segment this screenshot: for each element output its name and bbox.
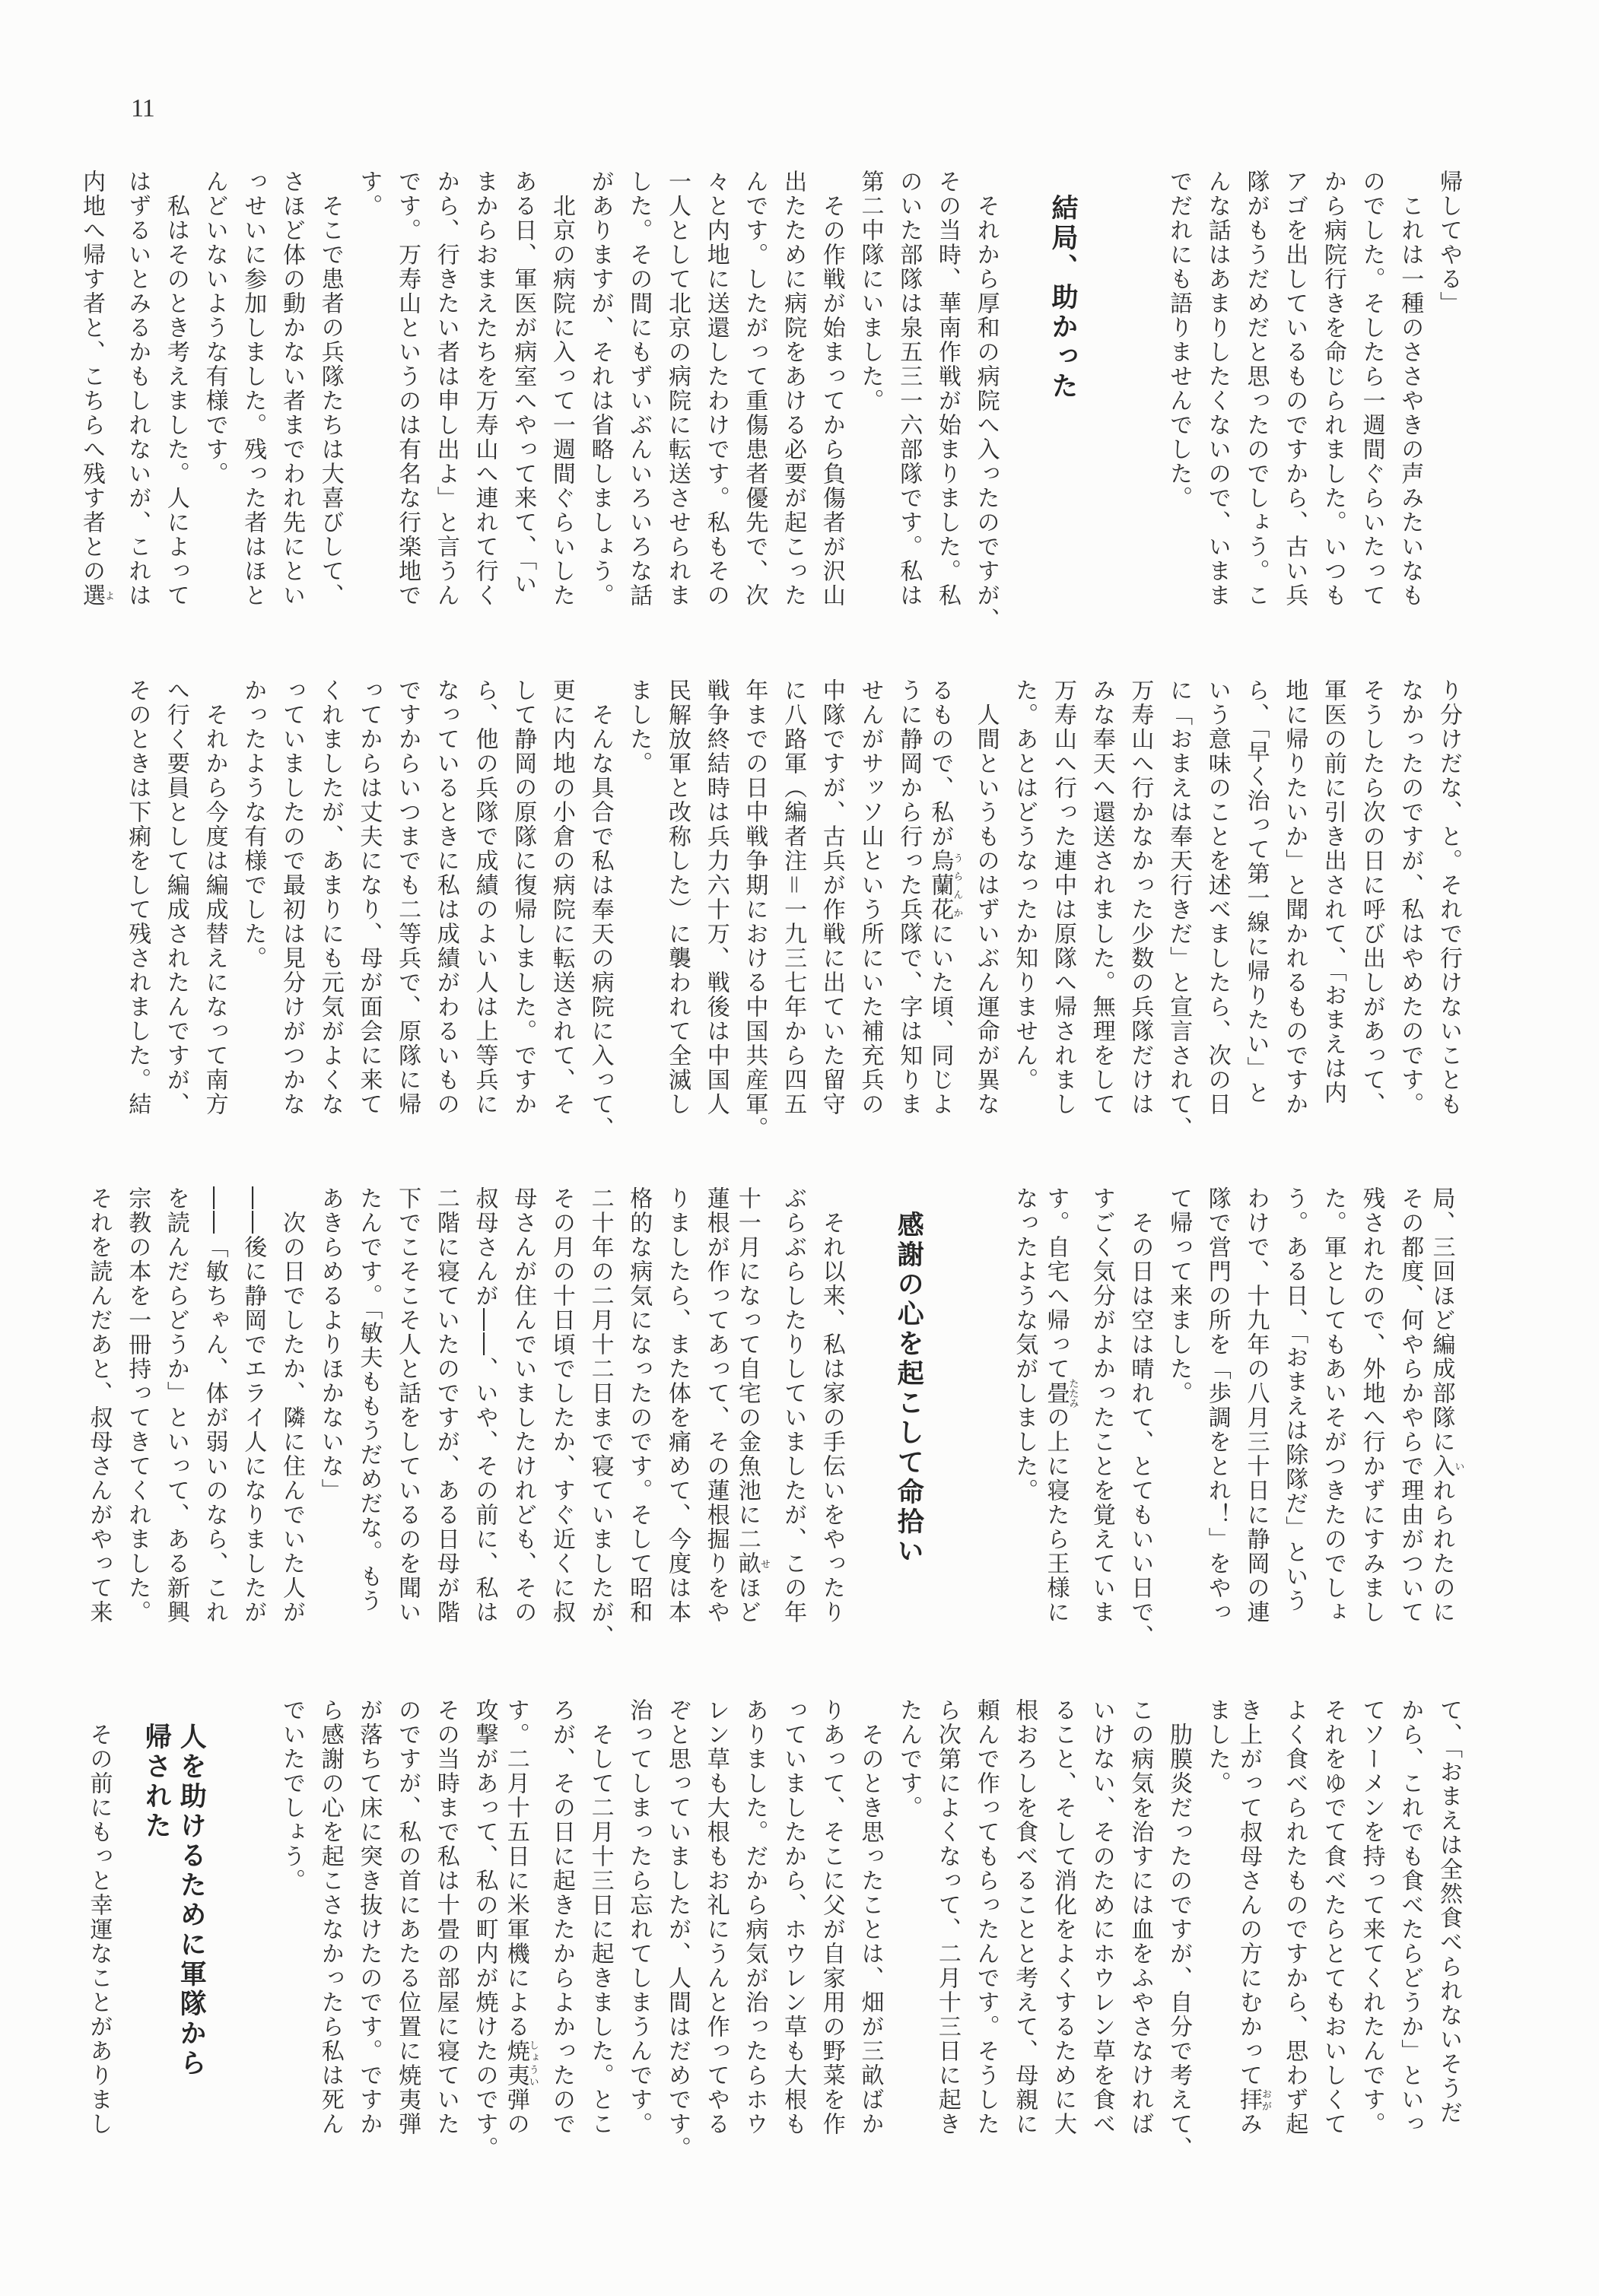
text-line: ら、他の兵隊で成績のよい人は上等兵に	[471, 678, 498, 1116]
text-line: 母さんが住んでいましたけれども、その	[510, 1186, 537, 1624]
text-line	[733, 1186, 770, 1624]
text-line: ぞと思っていましたが、人間はだめです。	[664, 1698, 691, 2161]
text-line: に八路軍（編者注＝一九三七年から四五	[780, 678, 807, 1116]
text-line: 二十年の二月十二日まで寝ていましたが、	[587, 1186, 614, 1649]
text-line: のですが、私の首にあたる位置に焼夷弾	[394, 1698, 421, 2136]
text-line: 隊がもうだめだと思ったのでしょう。こ	[1242, 170, 1270, 608]
text-line: ある日、軍医が病室へやって来て、「い	[510, 170, 537, 596]
text-line: みな奉天へ還送されました。無理をして	[1088, 678, 1115, 1116]
ruby-base: 畳	[1042, 1378, 1070, 1408]
ruby-reading: しょうい	[526, 2039, 539, 2088]
ruby-reading: せ	[758, 1551, 770, 1576]
text-line: そうしたら次の日に呼び出しがあって、	[1358, 678, 1385, 1116]
furigana-word	[1042, 1378, 1079, 1408]
text-line: てソーメンを持って来てくれたんです。	[1358, 1698, 1385, 2136]
ruby-reading: たたみ	[1067, 1378, 1079, 1408]
text-line	[502, 1698, 539, 2136]
text-segment: 内地へ帰す者と、こちらへ残す者との	[78, 170, 105, 583]
text-segment: み	[1235, 2112, 1262, 2136]
ruby-base: 烏蘭花	[927, 849, 954, 922]
text-line: たんです。	[895, 1698, 923, 1820]
text-line: から、行きたい者は申し出よ」と言うん	[432, 170, 459, 608]
text-line: いう意味のことを述べましたら、次の日	[1203, 678, 1231, 1116]
text-line: その作戦が始まってから負傷者が沢山	[818, 170, 845, 608]
text-segment: るもので、私が	[927, 678, 954, 849]
text-line: なかったのですが、私はやめたのです。	[1397, 678, 1424, 1116]
text-line: 万寿山へ行かなかった少数の兵隊だけは	[1127, 678, 1154, 1116]
ruby-reading: うらんか	[951, 849, 963, 922]
text-line: そんな具合で私は奉天の病院に入って、	[587, 678, 614, 1141]
text-line: ありました。だから病気が治ったらホウ	[741, 1698, 768, 2136]
text-line: はずるいとみるかもしれないが、これは	[124, 170, 151, 608]
text-line: を読んだらどうか」といって、ある新興	[162, 1186, 189, 1624]
text-line: 北京の病院に入って一週間ぐらいした	[548, 170, 575, 608]
text-segment: にいた頃、同じよ	[927, 922, 954, 1116]
text-line: 私はそのとき考えました。人によって	[162, 170, 189, 608]
text-line: っせいに参加しました。残った者はほと	[240, 170, 267, 608]
text-line: のでした。そしたら一週間ぐらいたって	[1358, 170, 1385, 608]
text-line: いけない、そのためにホウレン草を食べ	[1088, 1698, 1115, 2136]
text-line: その当時、華南作戦が始まりました。私	[933, 170, 961, 608]
section-heading-line: 人を助けるために軍隊から	[176, 1723, 207, 2078]
text-line: 民解放軍と改称した）に襲われて全滅し	[664, 678, 691, 1116]
text-line: ました。	[625, 678, 653, 776]
text-line: っていましたから、ホウレン草も大根も	[780, 1698, 807, 2136]
text-line: 中隊ですが、古兵が作戦に出ていた留守	[818, 678, 845, 1116]
text-line: 蓮根が作ってあって、その蓮根掘りをや	[702, 1186, 730, 1624]
text-line: 格的な病気になったのです。そして昭和	[625, 1186, 653, 1624]
text-line: 更に内地の小倉の病院に転送されて、そ	[548, 678, 575, 1116]
text-line: すごく気分がよかったことを覚えていま	[1088, 1186, 1115, 1624]
text-line: ること、そして消化をよくするために大	[1050, 1698, 1076, 2136]
text-line: ました。	[1203, 1698, 1231, 1796]
text-line: でいたでしょう。	[278, 1698, 305, 1893]
text-line: た。軍としてもあいそがつきたのでしょ	[1319, 1186, 1346, 1624]
text-line: 帰してやる」	[1435, 170, 1462, 316]
text-line: そして二月十三日に起きました。とこ	[587, 1698, 614, 2136]
text-line: ら感謝の心を起こさなかったら私は死ん	[316, 1698, 344, 2136]
text-line: 次の日でしたか、隣に住んでいた人が	[278, 1186, 305, 1624]
text-line: なっているときに私は成績がわるいもの	[432, 678, 459, 1116]
text-segment: 弾の	[502, 2088, 529, 2136]
text-line: て、「おまえは全然食べられないそうだ	[1435, 1698, 1462, 2125]
text-segment: す。二月十五日に米軍機による	[502, 1698, 529, 2039]
text-line: りあって、そこに父が自家用の野菜を作	[818, 1698, 845, 2136]
text-line: それから今度は編成替えになって南方	[201, 678, 228, 1116]
text-line: この病気を治すには血をふやさなければ	[1127, 1698, 1154, 2136]
section-heading: 結局、助かった	[1047, 194, 1078, 402]
text-line: うに静岡から行った兵隊で、字は知りま	[895, 678, 923, 1116]
text-line: ら次第によくなって、二月十三日に起き	[933, 1698, 961, 2136]
text-line: これは一種のささやきの声みたいなも	[1397, 170, 1424, 608]
text-line: 年までの日中戦争期における中国共産軍。	[741, 678, 768, 1141]
text-line: 根おろしを食べることと考えて、母親に	[1011, 1698, 1038, 2136]
text-line: あきらめるよりほかないな」	[316, 1186, 344, 1503]
text-line: 宗教の本を一冊持ってきてくれました。	[124, 1186, 151, 1624]
text-line	[1235, 1698, 1271, 2136]
text-line: かったような有様でした。	[240, 678, 267, 970]
text-line: せんがサッソ山という所にいた補充兵の	[857, 678, 884, 1116]
text-line: わけで、十九年の八月三十日に静岡の連	[1242, 1186, 1270, 1624]
text-line: ――「敏ちゃん、体が弱いのなら、これ	[201, 1186, 228, 1624]
furigana-word	[733, 1551, 770, 1576]
text-line: りましたら、また体を痛めて、今度は本	[664, 1186, 691, 1624]
ruby-reading: おが	[1260, 2088, 1271, 2112]
ruby-base: 焼夷	[502, 2039, 529, 2088]
text-line: その当時まで私は十畳の部屋に寝ていた	[432, 1698, 459, 2136]
text-segment: 十一月になって自宅の金魚池に二	[733, 1186, 761, 1551]
text-segment: 局、三回ほど編成部隊に	[1428, 1186, 1455, 1454]
text-line: それを読んだあと、叔母さんがやって来	[85, 1186, 113, 1624]
text-line	[927, 678, 963, 1116]
text-line: 第二中隊にいました。	[857, 170, 884, 413]
text-line: その都度、何やらかやらで理由がついて	[1397, 1186, 1424, 1624]
text-line: 一人として北京の病院に転送させられま	[664, 170, 691, 608]
text-line: それをゆでて食べたらとてもおいしくて	[1319, 1698, 1346, 2136]
text-line: アゴを出しているものですから、古い兵	[1281, 170, 1308, 608]
text-line: よく食べられたものですから、思わず起	[1281, 1698, 1308, 2136]
text-line: 万寿山へ行った連中は原隊へ帰されまし	[1050, 678, 1076, 1116]
text-segment: き上がって叔母さんの方にむかって	[1235, 1698, 1262, 2088]
text-segment: れられたのに	[1428, 1478, 1455, 1624]
text-line: が落ちて床に突き抜けたのです。ですか	[355, 1698, 383, 2136]
text-line: なったような気がしました。	[1011, 1186, 1038, 1503]
text-line: がありますが、それは省略しましょう。	[587, 170, 614, 608]
text-line: そのとき思ったことは、畑が三畝ばか	[857, 1698, 884, 2136]
text-line: そこで患者の兵隊たちは大喜びして、	[316, 170, 344, 608]
page-number: 11	[131, 94, 154, 122]
text-line: その月の十日頃でしたか、すぐ近くに叔	[548, 1186, 575, 1624]
text-line: して静岡の原隊に復帰しました。ですか	[510, 678, 537, 1116]
text-line: んな話はあまりしたくないので、いまま	[1203, 170, 1231, 608]
text-line: た。あとはどうなったか知りません。	[1011, 678, 1038, 1092]
text-line: 々と内地に送還したわけです。私もその	[702, 170, 730, 608]
text-line: 頼んで作ってもらったんです。そうした	[972, 1698, 1000, 2136]
ruby-reading: い	[1452, 1454, 1464, 1478]
text-line: それから厚和の病院へ入ったのですが、	[972, 170, 1000, 632]
text-line: に「おまえは奉天行きだ」と宣言されて、	[1165, 678, 1193, 1141]
text-segment: の上に寝たら王様に	[1042, 1405, 1070, 1624]
text-line	[78, 170, 114, 608]
text-line: ろが、その日に起きたからよかったので	[548, 1698, 575, 2136]
text-line: でだれにも語りませんでした。	[1165, 170, 1193, 510]
text-line: 戦争終結時は兵力六十万、戦後は中国人	[702, 678, 730, 1116]
furigana-word	[1428, 1454, 1464, 1478]
text-line: て帰って来ました。	[1165, 1186, 1193, 1405]
text-line: 地に帰りたいか」と聞かれるものですか	[1281, 678, 1308, 1116]
text-line: へ行く要員として編成されたんですが、	[162, 678, 189, 1116]
furigana-word	[502, 2039, 539, 2088]
text-line: 下でこそこそ人と話をしているのを聞い	[394, 1186, 421, 1624]
text-line: 出たために病院をあける必要が起こった	[780, 170, 807, 608]
furigana-word	[927, 849, 963, 922]
text-line: のいた部隊は泉五三一六部隊です。私は	[895, 170, 923, 608]
text-line: まからおまえたちを万寿山へ連れて行く	[471, 170, 498, 608]
text-line: 肋膜炎だったのですが、自分で考えて、	[1165, 1698, 1193, 2161]
section-heading: 感謝の心を起こして命拾い	[893, 1211, 924, 1567]
ruby-base: 拝	[1235, 2088, 1262, 2112]
text-line: ――後に静岡でエライ人になりましたが	[240, 1186, 267, 1624]
text-line: ぶらぶらしたりしていましたが、この年	[780, 1186, 807, 1624]
text-line: す。	[355, 170, 383, 218]
text-line: たんです。「敏夫ももうだめだな。もう	[355, 1186, 383, 1613]
text-line: 人間というものはずいぶん運命が異な	[972, 678, 1000, 1116]
text-line: そのときは下痢をして残されました。結	[124, 678, 151, 1116]
furigana-word	[78, 583, 114, 608]
text-line: 治ってしまったら忘れてしまうんです。	[625, 1698, 653, 2136]
text-line: う。ある日、「おまえは除隊だ」という	[1281, 1186, 1308, 1613]
ruby-base: 畝	[733, 1551, 761, 1576]
ruby-reading: よ	[103, 583, 114, 608]
text-line: その前にもっと幸運なことがありまし	[85, 1698, 113, 2136]
text-line: ってからは丈夫になり、母が面会に来て	[355, 678, 383, 1116]
text-line: んどいないような有様です。	[201, 170, 228, 486]
text-line: んです。したがって重傷患者優先で、次	[741, 170, 768, 608]
text-line: っていましたので最初は見分けがつかな	[278, 678, 305, 1116]
text-line: です。万寿山というのは有名な行楽地で	[394, 170, 421, 608]
furigana-word	[1235, 2088, 1271, 2112]
ruby-base: 選	[78, 583, 105, 608]
text-line: 叔母さんが――、いや、その前に、私は	[471, 1186, 498, 1624]
text-line: ですからいつまでも二等兵で、原隊に帰	[394, 678, 421, 1116]
text-line: 残されたので、外地へ行かずにすみまし	[1358, 1186, 1385, 1624]
text-line: 隊で営門の所を「歩調をとれ！」をやっ	[1203, 1186, 1231, 1624]
text-segment: ほど	[733, 1576, 761, 1624]
text-line: 攻撃があって、私の町内が焼けたのです。	[471, 1698, 498, 2161]
text-line: から病院行きを命じられました。いつも	[1319, 170, 1346, 608]
section-heading-line: 帰された	[141, 1723, 172, 1841]
text-line	[1428, 1186, 1464, 1624]
text-line	[1042, 1186, 1079, 1624]
text-line: その日は空は晴れて、とてもいい日で、	[1127, 1186, 1154, 1649]
text-line: 軍医の前に引き出されて、「おまえは内	[1319, 678, 1346, 1105]
text-line: した。その間にもずいぶんいろいろな話	[625, 170, 653, 608]
text-line: それ以来、私は家の手伝いをやったり	[818, 1186, 845, 1624]
ruby-base: 入	[1428, 1454, 1455, 1478]
text-line: り分けだな、と。それで行けないことも	[1435, 678, 1462, 1116]
text-line: くれましたが、あまりにも元気がよくな	[316, 678, 344, 1116]
text-line: から、これでも食べたらどうか」といっ	[1397, 1698, 1424, 2136]
text-line: さほど体の動かない者までわれ先にとい	[278, 170, 305, 608]
text-line: ら、「早く治って第一線に帰りたい」と	[1242, 678, 1270, 1105]
text-segment: す。自宅へ帰って	[1042, 1186, 1070, 1381]
text-line: 二階に寝ていたのですが、ある日母が階	[432, 1186, 459, 1624]
text-line: レン草も大根もお礼にうんと作ってやる	[702, 1698, 730, 2136]
